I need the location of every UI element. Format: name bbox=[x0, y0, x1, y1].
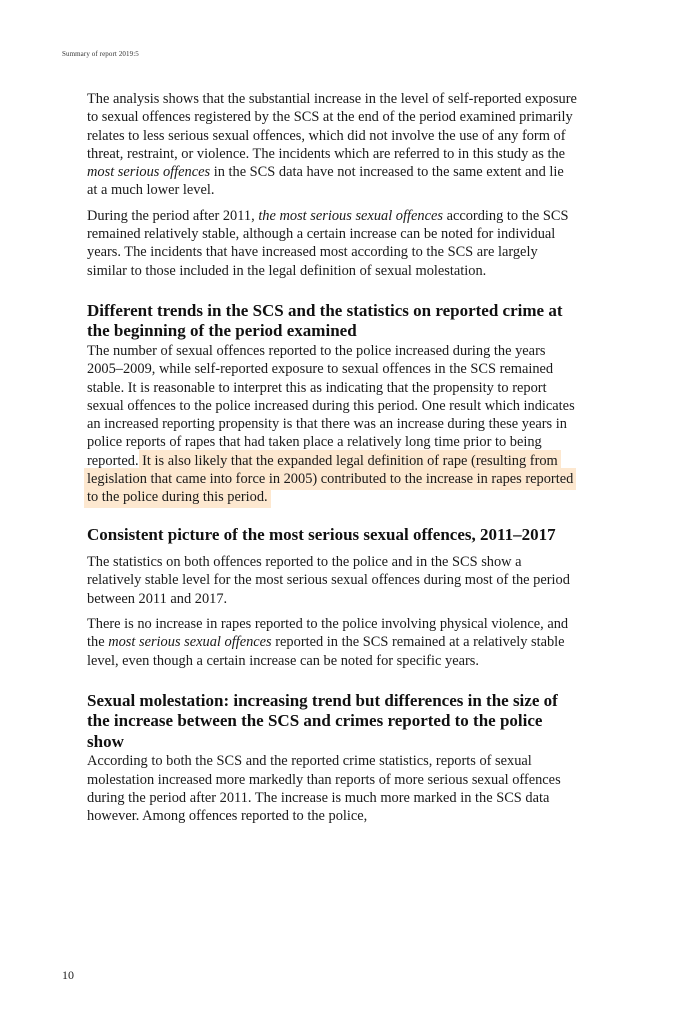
section-heading-consistent-picture: Consistent picture of the most serious sexual offences, 2011–2017 bbox=[87, 524, 556, 544]
highlighted-text: It is also likely that the expanded legal definition of rape (resulting from legislation that came into force in 2005) contributed to the increase in rapes reported to the police during this period. bbox=[87, 452, 574, 506]
text-run: The number of sexual offences reported to the police increased during the years 2005–2009, while self-reported exposure to sexual offences in the SCS remained stable. It is reasonable to interpret this as indicating that the propensity to report sexual offences to the police increased during this period. One result which indicates an increased reporting propensity is that there was an increase during these years in police reports of rapes that had taken place a relatively long time prior to being reported. bbox=[87, 342, 575, 469]
page-number: 10 bbox=[62, 968, 74, 982]
text-run: reported in the SCS remained at a relatively stable level, even though a certain increase can be noted for specific years. bbox=[87, 634, 565, 669]
italic-term: most serious offences bbox=[87, 164, 211, 181]
spacer bbox=[87, 287, 577, 301]
text-run: in the SCS data have not increased to the same extent and lie at a much lower level. bbox=[87, 164, 564, 199]
italic-term: most serious sexual offences bbox=[108, 634, 272, 651]
paragraph-molestation-trend: According to both the SCS and the reported crime statistics, reports of sexual molestation increased more markedly than reports of more serious sexual offences during the period after 2011. The increase is much more marked in the SCS data however. Among offences reported to the police, bbox=[87, 753, 561, 825]
text-run: There is no increase in rapes reported to the police involving physical violence, and the bbox=[87, 616, 569, 651]
spacer bbox=[87, 514, 577, 525]
main-content bbox=[87, 90, 577, 833]
running-header: Summary of report 2019:5 bbox=[62, 50, 139, 58]
section-heading-different-trends: Different trends in the SCS and the statistics on reported crime at the beginning of the period examined bbox=[87, 300, 563, 341]
spacer bbox=[87, 677, 577, 691]
text-run: The analysis shows that the substantial increase in the level of self-reported exposure to sexual offences registered by the SCS at the end of the period examined primarily relates to less serious sexual offences, which did not involve the use of any form of threat, restraint, or violence. The incidents which are referred to in this study as the bbox=[87, 91, 577, 162]
text-run: according to the SCS remained relatively stable, although a certain increase can be noted for individual years. The incidents that have increased most according to the SCS are largely similar to those included in the legal definition of sexual molestation. bbox=[87, 207, 569, 279]
paragraph-reported-offences-2005-2009 bbox=[87, 342, 577, 507]
italic-term: the most serious sexual offences bbox=[258, 207, 443, 224]
text-run: During the period after 2011, bbox=[87, 207, 259, 224]
paragraph-stable-level: The statistics on both offences reported to the police and in the SCS show a relatively stable level for the most serious sexual offences during most of the period between 2011 and 2017. bbox=[87, 554, 570, 607]
paragraph-period-after-2011 bbox=[87, 207, 577, 280]
spacer bbox=[87, 545, 577, 553]
paragraph-self-reported-exposure bbox=[87, 90, 577, 200]
section-heading-sexual-molestation: Sexual molestation: increasing trend but differences in the size of the increase between the SCS and crimes reported to the police show bbox=[87, 690, 558, 751]
paragraph-no-increase-rapes bbox=[87, 615, 577, 670]
